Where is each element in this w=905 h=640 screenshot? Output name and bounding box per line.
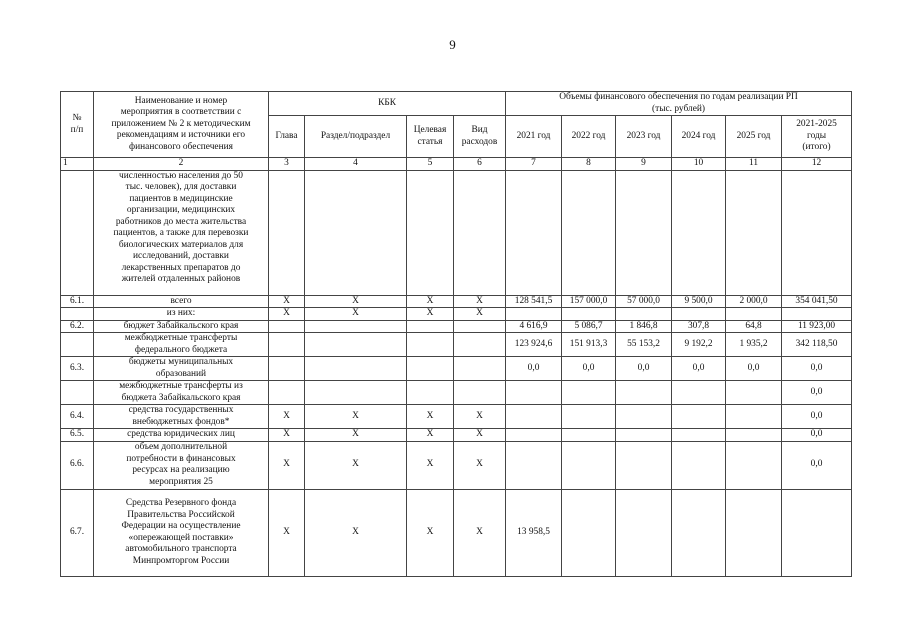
row-name: межбюджетные трансферты из бюджета Забайкальского края [94, 381, 269, 405]
value-total: 0,0 [782, 441, 852, 489]
value-2023 [616, 308, 672, 321]
value-2022: 157 000,0 [562, 295, 616, 308]
row-number: 6.5. [61, 429, 94, 442]
value-2024 [672, 429, 726, 442]
value-total: 0,0 [782, 405, 852, 429]
kbk-vid: X [454, 489, 506, 576]
kbk-vid: X [454, 429, 506, 442]
value-2024 [672, 489, 726, 576]
kbk-tsel [407, 381, 454, 405]
value-2025 [726, 308, 782, 321]
value-2023 [616, 441, 672, 489]
value-2021: 128 541,5 [506, 295, 562, 308]
kbk-razdel [305, 357, 407, 381]
value-2024 [672, 441, 726, 489]
kbk-razdel: X [305, 405, 407, 429]
kbk-glava [269, 170, 305, 295]
row-name: бюджеты муниципальных образований [94, 357, 269, 381]
row-name: бюджет Забайкальского края [94, 320, 269, 333]
row-number: 6.2. [61, 320, 94, 333]
value-2022 [562, 308, 616, 321]
header-year-2021: 2021 год [506, 116, 562, 158]
kbk-razdel: X [305, 429, 407, 442]
header-name: Наименование и номер мероприятия в соответствии с приложением № 2 к методическим рекомендациям и источники его финансового обеспечения [94, 92, 269, 158]
value-total: 342 118,50 [782, 333, 852, 357]
row-number: 6.6. [61, 441, 94, 489]
value-total: 0,0 [782, 357, 852, 381]
row-name: объем дополнительной потребности в финансовых ресурсах на реализацию мероприятия 25 [94, 441, 269, 489]
value-2024: 9 500,0 [672, 295, 726, 308]
row-name: численностью населения до 50 тыс. человек), для доставки пациентов в медицинские организации, медицинских работников до места жительства пациентов, а также для перевозки биологических материалов для исследований, доставки лекарственных препаратов до жителей отдаленных районов [94, 170, 269, 295]
kbk-razdel [305, 170, 407, 295]
kbk-razdel [305, 381, 407, 405]
col-number: 8 [562, 158, 616, 171]
value-2023 [616, 381, 672, 405]
kbk-tsel [407, 333, 454, 357]
table-row [61, 308, 852, 321]
value-2023 [616, 170, 672, 295]
header-year-2023: 2023 год [616, 116, 672, 158]
col-number: 1 [61, 158, 94, 171]
value-2022 [562, 405, 616, 429]
table-row [61, 489, 852, 576]
col-number: 4 [305, 158, 407, 171]
kbk-vid [454, 170, 506, 295]
kbk-glava: X [269, 295, 305, 308]
value-2023: 1 846,8 [616, 320, 672, 333]
value-2022 [562, 489, 616, 576]
kbk-razdel [305, 320, 407, 333]
kbk-tsel: X [407, 489, 454, 576]
value-2025 [726, 381, 782, 405]
table-row [61, 320, 852, 333]
value-2023: 0,0 [616, 357, 672, 381]
kbk-tsel [407, 170, 454, 295]
kbk-glava: X [269, 429, 305, 442]
kbk-tsel [407, 357, 454, 381]
value-2021 [506, 429, 562, 442]
row-number: 6.3. [61, 357, 94, 381]
value-2024: 307,8 [672, 320, 726, 333]
row-number: 6.1. [61, 295, 94, 308]
kbk-vid [454, 381, 506, 405]
value-total [782, 308, 852, 321]
value-total [782, 489, 852, 576]
kbk-razdel [305, 333, 407, 357]
kbk-glava [269, 333, 305, 357]
col-number: 10 [672, 158, 726, 171]
column-numbers-row [61, 158, 852, 171]
row-name: межбюджетные трансферты федерального бюджета [94, 333, 269, 357]
value-2022 [562, 381, 616, 405]
value-total [782, 170, 852, 295]
row-name: из них: [94, 308, 269, 321]
value-2024 [672, 170, 726, 295]
header-year-2025: 2025 год [726, 116, 782, 158]
kbk-vid: X [454, 308, 506, 321]
value-2021: 13 958,5 [506, 489, 562, 576]
value-2021 [506, 170, 562, 295]
kbk-razdel: X [305, 308, 407, 321]
value-2025 [726, 405, 782, 429]
value-2022 [562, 170, 616, 295]
col-number: 3 [269, 158, 305, 171]
value-2025: 2 000,0 [726, 295, 782, 308]
kbk-tsel: X [407, 441, 454, 489]
value-total: 0,0 [782, 381, 852, 405]
financing-table [60, 91, 852, 577]
header-num: № п/п [61, 92, 94, 158]
value-2025 [726, 170, 782, 295]
table-row [61, 333, 852, 357]
value-2025 [726, 441, 782, 489]
value-2022: 5 086,7 [562, 320, 616, 333]
row-number [61, 170, 94, 295]
kbk-glava: X [269, 489, 305, 576]
col-number: 6 [454, 158, 506, 171]
header-total: 2021-2025 годы (итого) [782, 116, 852, 158]
header-year-2024: 2024 год [672, 116, 726, 158]
header-razdel: Раздел/подраздел [305, 116, 407, 158]
kbk-vid [454, 333, 506, 357]
value-2025 [726, 489, 782, 576]
kbk-tsel: X [407, 308, 454, 321]
header-vid: Вид расходов [454, 116, 506, 158]
table-row [61, 441, 852, 489]
kbk-glava: X [269, 441, 305, 489]
value-2021 [506, 308, 562, 321]
kbk-tsel [407, 320, 454, 333]
header-row-1 [61, 92, 852, 116]
value-total: 0,0 [782, 429, 852, 442]
kbk-razdel: X [305, 295, 407, 308]
row-name: средства государственных внебюджетных фондов* [94, 405, 269, 429]
page-number: 9 [449, 37, 456, 52]
value-2024 [672, 381, 726, 405]
header-glava: Глава [269, 116, 305, 158]
value-2023 [616, 429, 672, 442]
value-2024: 0,0 [672, 357, 726, 381]
col-number: 11 [726, 158, 782, 171]
kbk-tsel: X [407, 429, 454, 442]
kbk-razdel: X [305, 441, 407, 489]
kbk-glava [269, 381, 305, 405]
col-number: 9 [616, 158, 672, 171]
row-name: всего [94, 295, 269, 308]
value-2024 [672, 308, 726, 321]
kbk-vid [454, 320, 506, 333]
value-2021: 4 616,9 [506, 320, 562, 333]
header-volumes: Объемы финансового обеспечения по годам реализации РП (тыс. рублей) [506, 92, 852, 116]
value-2021 [506, 405, 562, 429]
value-2021: 123 924,6 [506, 333, 562, 357]
row-number: 6.4. [61, 405, 94, 429]
value-2022 [562, 441, 616, 489]
value-2024 [672, 405, 726, 429]
value-2025 [726, 429, 782, 442]
kbk-tsel: X [407, 405, 454, 429]
table-body [61, 170, 852, 576]
kbk-glava [269, 320, 305, 333]
kbk-glava: X [269, 308, 305, 321]
kbk-razdel: X [305, 489, 407, 576]
header-kbk: КБК [269, 92, 506, 116]
value-2022: 151 913,3 [562, 333, 616, 357]
value-2023 [616, 405, 672, 429]
value-2025: 0,0 [726, 357, 782, 381]
header-year-2022: 2022 год [562, 116, 616, 158]
value-2023 [616, 489, 672, 576]
value-2022 [562, 429, 616, 442]
kbk-vid: X [454, 441, 506, 489]
value-2024: 9 192,2 [672, 333, 726, 357]
value-2021: 0,0 [506, 357, 562, 381]
kbk-glava: X [269, 405, 305, 429]
kbk-tsel: X [407, 295, 454, 308]
col-number: 5 [407, 158, 454, 171]
row-number [61, 333, 94, 357]
table-row [61, 357, 852, 381]
value-total: 354 041,50 [782, 295, 852, 308]
row-name: Средства Резервного фонда Правительства Российской Федерации на осуществление «опережающей поставки» автомобильного транспорта Минпромторгом России [94, 489, 269, 576]
value-2021 [506, 441, 562, 489]
value-2023: 55 153,2 [616, 333, 672, 357]
kbk-glava [269, 357, 305, 381]
row-name: средства юридических лиц [94, 429, 269, 442]
row-number: 6.7. [61, 489, 94, 576]
kbk-vid: X [454, 295, 506, 308]
value-total: 11 923,00 [782, 320, 852, 333]
table-row [61, 405, 852, 429]
kbk-vid: X [454, 405, 506, 429]
col-number: 2 [94, 158, 269, 171]
value-2023: 57 000,0 [616, 295, 672, 308]
table-row [61, 295, 852, 308]
col-number: 7 [506, 158, 562, 171]
table-row [61, 170, 852, 295]
row-number [61, 381, 94, 405]
table-row [61, 429, 852, 442]
col-number: 12 [782, 158, 852, 171]
value-2021 [506, 381, 562, 405]
header-tsel: Целевая статья [407, 116, 454, 158]
row-number [61, 308, 94, 321]
value-2025: 64,8 [726, 320, 782, 333]
table-row [61, 381, 852, 405]
kbk-vid [454, 357, 506, 381]
value-2022: 0,0 [562, 357, 616, 381]
value-2025: 1 935,2 [726, 333, 782, 357]
